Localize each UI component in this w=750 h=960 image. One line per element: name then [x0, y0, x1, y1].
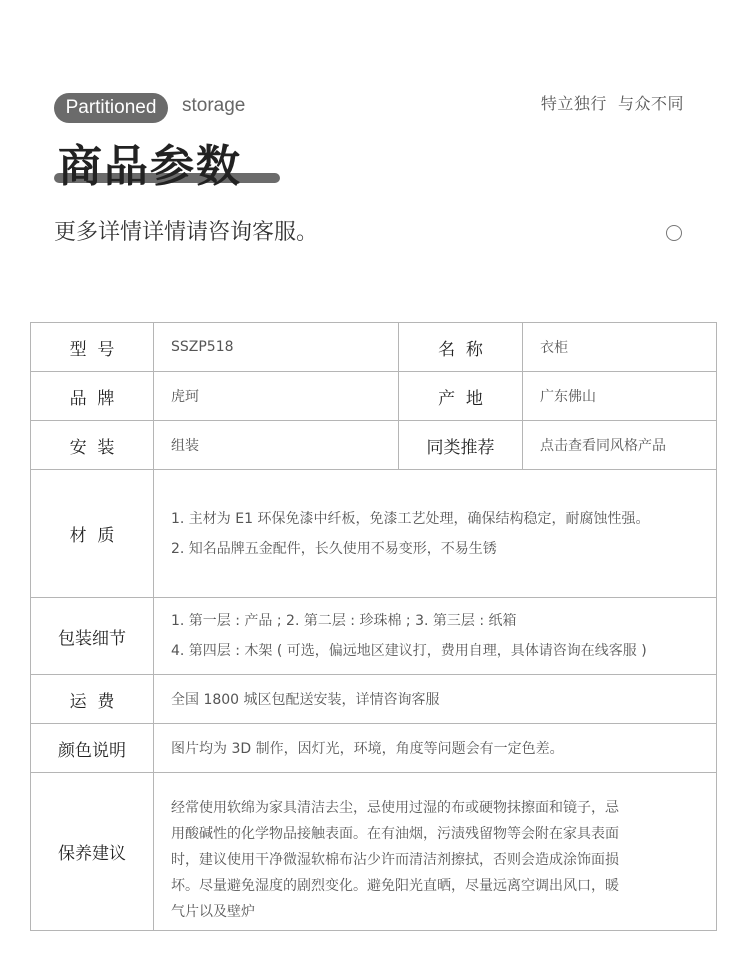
table-row: [31, 675, 717, 724]
care-line-3: 时，建议使用干净微湿软棉布沾少许而清洁剂擦拭，否则会造成涂饰面损: [171, 852, 619, 868]
table-row: [31, 372, 717, 421]
similar-products-link[interactable]: 点击查看同风格产品: [523, 421, 717, 470]
label-name: 名 称: [399, 323, 523, 372]
material-line-1: 1. 主材为 E1 环保免漆中纤板，免漆工艺处理，确保结构稳定，耐腐蚀性强。: [171, 510, 650, 527]
value-material: [154, 470, 717, 598]
care-line-1: 经常使用软绵为家具清洁去尘，忌使用过湿的布或硬物抹擦面和镜子，忌: [171, 800, 619, 816]
value-model: SSZP518: [154, 323, 399, 372]
label-shipping: 运 费: [31, 675, 154, 724]
value-shipping: 全国 1800 城区包配送安装，详情咨询客服: [154, 675, 717, 724]
label-packaging: 包装细节: [31, 598, 154, 675]
slogan: 特立独行 与众不同: [540, 94, 684, 113]
material-line-2: 2. 知名品牌五金配件，长久使用不易变形，不易生锈: [171, 540, 497, 557]
table-row: [31, 470, 717, 598]
label-color: 颜色说明: [31, 724, 154, 773]
label-install: 安 装: [31, 421, 154, 470]
label-material: 材 质: [31, 470, 154, 598]
circle-icon: [666, 225, 682, 241]
label-model: 型 号: [31, 323, 154, 372]
label-similar: 同类推荐: [399, 421, 523, 470]
care-line-2: 用酸碱性的化学物品接触表面。在有油烟，污渍残留物等会附在家具表面: [171, 826, 619, 842]
label-origin: 产 地: [399, 372, 523, 421]
care-line-4: 坏。尽量避免湿度的剧烈变化。避免阳光直晒，尽量远离空调出风口，暖: [171, 878, 619, 894]
table-row: [31, 323, 717, 372]
value-care: [154, 773, 717, 931]
page-title-block: [54, 130, 284, 190]
table-row: [31, 421, 717, 470]
value-brand: 虎珂: [154, 372, 399, 421]
page-title: 商品参数: [58, 141, 242, 192]
value-name: 衣柜: [523, 323, 717, 372]
intro-text: 更多详情详情请咨询客服。: [54, 220, 319, 245]
label-care: 保养建议: [31, 773, 154, 931]
packaging-line-1: 1. 第一层 : 产品 ; 2. 第二层 : 珍珠棉 ; 3. 第三层 : 纸箱: [171, 613, 517, 629]
partitioned-badge: Partitioned: [54, 93, 168, 123]
value-packaging: [154, 598, 717, 675]
value-install: 组装: [154, 421, 399, 470]
parameter-table: [30, 322, 717, 931]
care-line-5: 气片以及壁炉: [171, 904, 255, 920]
value-color: 图片均为 3D 制作，因灯光，环境，角度等问题会有一定色差。: [154, 724, 717, 773]
packaging-line-2: 4. 第四层 : 木架 ( 可选，偏远地区建议打，费用自理，具体请咨询在线客服 ): [171, 643, 647, 659]
table-row: [31, 598, 717, 675]
value-origin: 广东佛山: [523, 372, 717, 421]
storage-label: storage: [182, 95, 246, 116]
table-row: [31, 724, 717, 773]
label-brand: 品 牌: [31, 372, 154, 421]
table-row: [31, 773, 717, 931]
